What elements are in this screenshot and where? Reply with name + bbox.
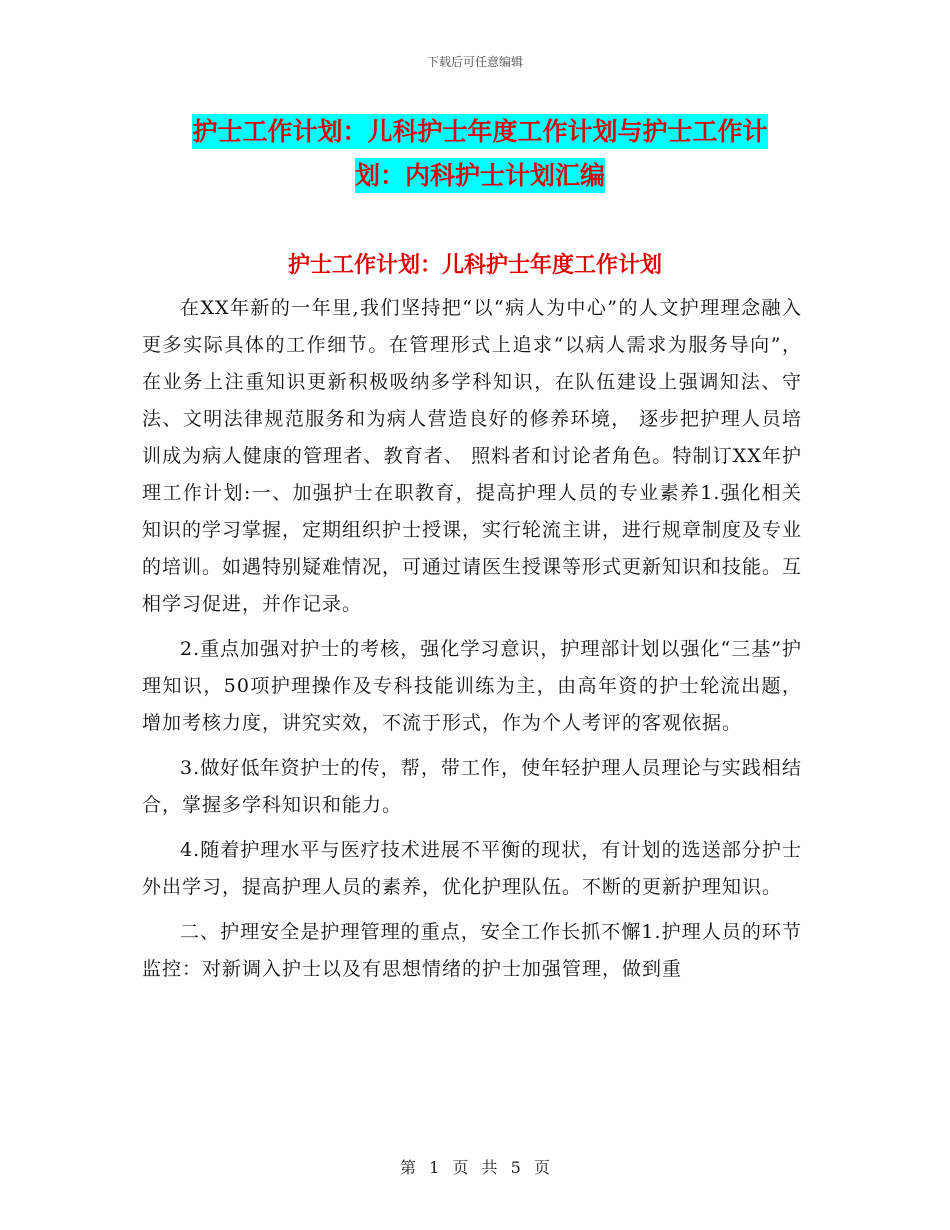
current-page-number: 1 xyxy=(429,1158,440,1177)
document-title xyxy=(140,110,820,198)
paragraph: 4.随着护理水平与医疗技术进展不平衡的现状，有计划的选送部分护士外出学习，提高护理人员的素养，优化护理队伍。不断的更新护理知识。 xyxy=(142,839,802,898)
document-title-line-2: 划：内科护士计划汇编 xyxy=(355,158,605,193)
paragraph: 2.重点加强对护士的考核，强化学习意识，护理部计划以强化“三基”护理知识，50项护理操作及专科技能训练为主，由高年资的护士轮流出题，增加考核力度，讲究实效，不流于形式，作为个人考评的客观依据。 xyxy=(142,638,802,734)
page-footer xyxy=(0,1155,950,1178)
footer-ye: 页 xyxy=(452,1158,469,1177)
paragraph: 二、护理安全是护理管理的重点，安全工作长抓不懈1.护理人员的环节监控：对新调入护士以及有思想情绪的护士加强管理，做到重 xyxy=(142,921,802,980)
document-title-line-1: 护士工作计划：儿科护士年度工作计划与护士工作计 xyxy=(192,114,767,149)
footer-ye-2: 页 xyxy=(533,1158,550,1177)
paragraph: 在XX年新的一年里,我们坚持把“以“病人为中心”的人文护理理念融入更多实际具体的工作细节。在管理形式上追求“以病人需求为服务导向”， 在业务上注重知识更新积极吸纳多学科知识，在队伍建设上强调知法、守法、文明法律规范服务和为病人营造良好的修养环境， 逐步把护理人员培训成为病人健康的管理者、教育者、 照料者和讨论者角色。特制订XX年护理工作计划:一、加强护士在职教育，提高护理人员的专业素养1.强化相关知识的学习掌握，定期组织护士授课，实行轮流主讲，进行规章制度及专业的培训。如遇特别疑难情况，可通过请医生授课等形式更新知识和技能。互相学习促进，并作记录。 xyxy=(142,297,803,615)
footer-gong: 共 xyxy=(481,1158,498,1177)
body-text xyxy=(142,290,802,996)
paragraph: 3.做好低年资护士的传，帮，带工作，使年轻护理人员理论与实践相结合，掌握多学科知识和能力。 xyxy=(142,757,802,816)
header-note: 下载后可任意编辑 xyxy=(426,55,523,69)
total-page-number: 5 xyxy=(510,1158,521,1177)
section-title: 护士工作计划：儿科护士年度工作计划 xyxy=(287,252,662,278)
footer-di: 第 xyxy=(400,1158,417,1177)
